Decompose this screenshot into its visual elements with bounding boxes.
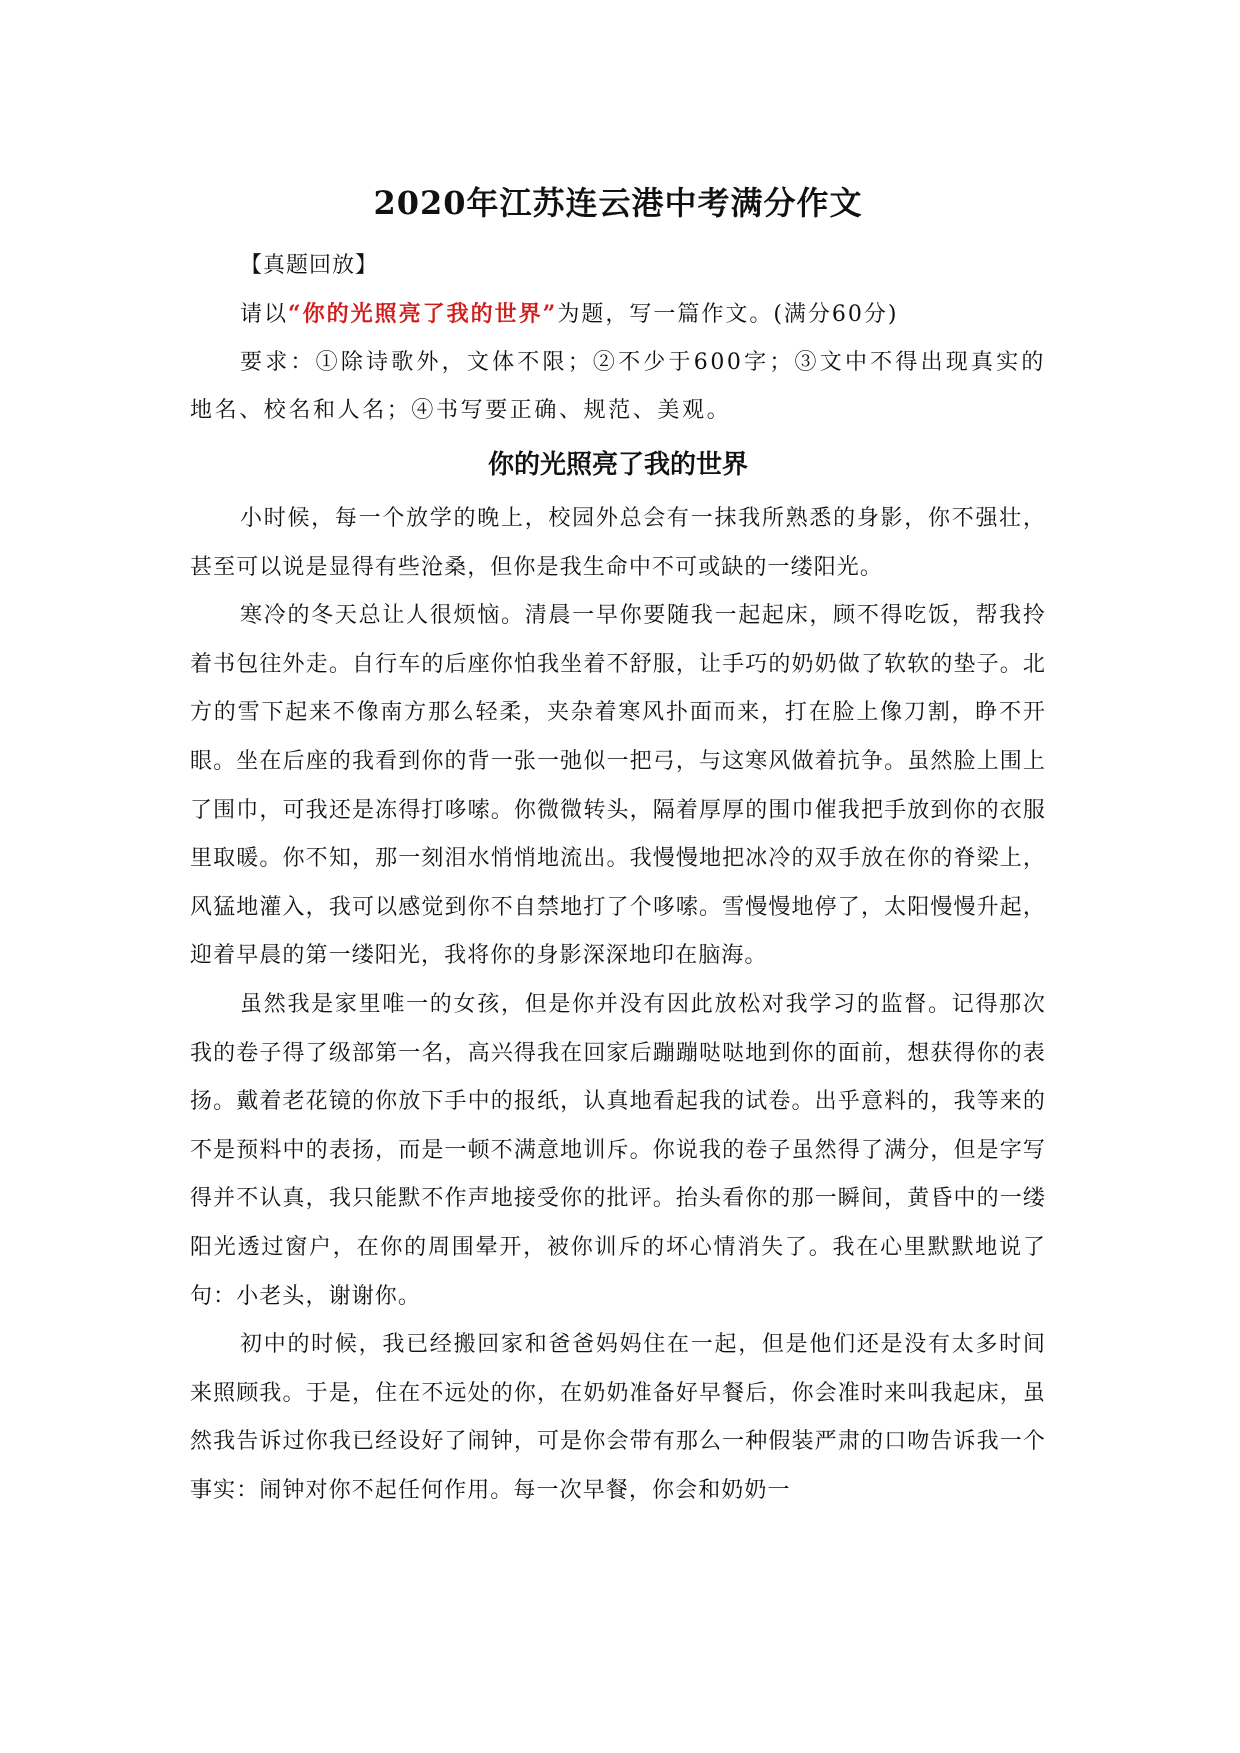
essay-paragraph-2: 寒冷的冬天总让人很烦恼。清晨一早你要随我一起起床，顾不得吃饭，帮我拎着书包往外走。自行车的后座你怕我坐着不舒服，让手巧的奶奶做了软软的垫子。北方的雪下起来不像南方那么轻柔，夹杂着寒风扑面而来，打在脸上像刀割，睁不开眼。坐在后座的我看到你的背一张一弛似一把弓，与这寒风做着抗争。虽然脸上围上了围巾，可我还是冻得打哆嗦。你微微转头，隔着厚厚的围巾催我把手放到你的衣服里取暖。你不知，那一刻泪水悄悄地流出。我慢慢地把冰冷的双手放在你的脊梁上，风猛地灌入，我可以感觉到你不自禁地打了个哆嗦。雪慢慢地停了，太阳慢慢升起，迎着早晨的第一缕阳光，我将你的身影深深地印在脑海。: [190, 603, 1046, 969]
requirement-text: 要求：①除诗歌外，文体不限；②不少于600字；③文中不得出现真实的地名、校名和人名；④书写要正确、规范、美观。: [190, 350, 1046, 423]
essay-paragraph-1: 小时候，每一个放学的晚上，校园外总会有一抹我所熟悉的身影，你不强壮，甚至可以说是显得有些沧桑，但你是我生命中不可或缺的一缕阳光。: [190, 506, 1046, 580]
essay-paragraph-4: 初中的时候，我已经搬回家和爸爸妈妈住在一起，但是他们还是没有太多时间来照顾我。于是，住在不远处的你，在奶奶准备好早餐后，你会准时来叫我起床，虽然我告诉过你我已经设好了闹钟，可是你会带有那么一种假装严肃的口吻告诉我一个事实：闹钟对你不起任何作用。每一次早餐，你会和奶奶一: [190, 1332, 1046, 1503]
section-label: 【真题回放】: [240, 253, 379, 278]
prompt-topic: “你的光照亮了我的世界”: [288, 301, 558, 327]
prompt-suffix: 为题，写一篇作文。(满分60分): [557, 302, 899, 327]
essay-paragraph-3: 虽然我是家里唯一的女孩，但是你并没有因此放松对我学习的监督。记得那次我的卷子得了级部第一名，高兴得我在回家后蹦蹦哒哒地到你的面前，想获得你的表扬。戴着老花镜的你放下手中的报纸，认真地看起我的试卷。出乎意料的，我等来的不是预料中的表扬，而是一顿不满意地训斥。你说我的卷子虽然得了满分，但是字写得并不认真，我只能默不作声地接受你的批评。抬头看你的那一瞬间，黄昏中的一缕阳光透过窗户，在你的周围晕开，被你训斥的坏心情消失了。我在心里默默地说了句：小老头，谢谢你。: [190, 991, 1046, 1309]
prompt-prefix: 请以: [240, 302, 289, 327]
prompt-line: [190, 290, 1046, 339]
essay-title: 你的光照亮了我的世界: [487, 450, 748, 480]
document-page: [190, 178, 1046, 1515]
document-title: 2020年江苏连云港中考满分作文: [373, 184, 863, 222]
